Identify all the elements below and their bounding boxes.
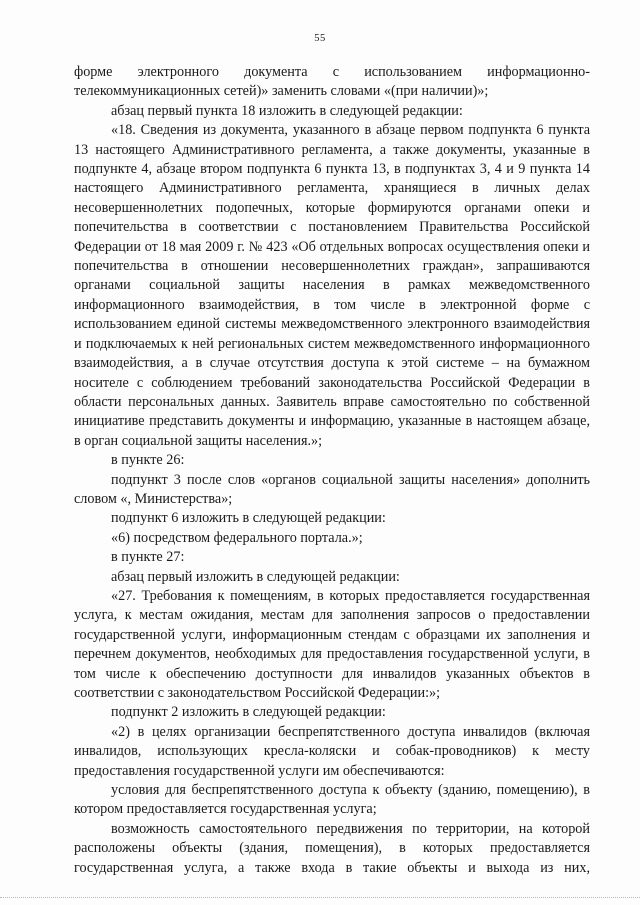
paragraph: подпункт 2 изложить в следующей редакции: bbox=[111, 704, 386, 721]
paragraph: условия для беспрепятственного доступа к объекту (зданию, помещению), в котором предоставляется государственная услуга; bbox=[74, 782, 590, 818]
paragraph: в пункте 26: bbox=[111, 452, 185, 469]
paragraph: «2) в целях организации беспрепятственного доступа инвалидов (включая инвалидов, использующих кресла-коляски и собак-проводников) к месту предоставления государственной услуги им обеспечиваются: bbox=[74, 723, 590, 779]
paragraph-continued: возможность самостоятельного передвижения по территории, на которой расположены объекты (здания, помещения), в которых предоставляется государственная услуга, а также входа в такие объекты и выхода из них, bbox=[74, 820, 590, 876]
paragraph: подпункт 6 изложить в следующей редакции: bbox=[111, 510, 386, 527]
page-number: 55 bbox=[314, 33, 326, 44]
paragraph: «18. Сведения из документа, указанного в абзаце первом подпункта 6 пункта 13 настоящего Административного регламента, а также документы, указанные в подпункте 4, абзаце втором подпункта 6 пункта 13, в подпунктах 3, 4 и 9 пункта 14 настоящего Административного регламента, хранящиеся в личных делах несовершеннолетних подопечных, которые формируются органами опеки и попечительства в соответствии с постановлением Правительства Российской Федерации от 18 мая 2009 г. № 423 «Об отдельных вопросах осуществления опеки и попечительства в отношении несовершеннолетних граждан», запрашиваются органами социальной защиты населения в рамках межведомственного информационного взаимодействия, в том числе в электронной форме с использованием единой системы межведомственного электронного взаимодействия и подключаемых к ней региональных систем межведомственного информационного взаимодействия, а в случае отсутствия доступа к этой системе – на бумажном носителе с соблюдением требований законодательства Российской Федерации в области персональных данных. Заявитель вправе самостоятельно по собственной инициативе представить документы и информацию, указанные в настоящем абзаце, в орган социальной защиты населения.»; bbox=[74, 122, 590, 449]
document-body bbox=[74, 63, 590, 878]
paragraph: абзац первый пункта 18 изложить в следующей редакции: bbox=[111, 102, 463, 119]
paragraph: подпункт 3 после слов «органов социальной защиты населения» дополнить словом «, Министерства»; bbox=[74, 471, 590, 507]
paragraph: форме электронного документа с использованием информационно-телекоммуникационных сетей)» заменить словами «(при наличии)»; bbox=[74, 64, 590, 100]
paragraph: «27. Требования к помещениям, в которых предоставляется государственная услуга, к местам ожидания, местам для заполнения запросов о предоставлении государственной услуги, информационным стендам с образцами их заполнения и перечнем документов, необходимых для предоставления государственной услуги, в том числе к обеспечению доступности для инвалидов указанных объектов в соответствии с законодательством Российской Федерации:»; bbox=[74, 587, 590, 701]
scan-edge-line bbox=[0, 897, 640, 898]
paragraph: «6) посредством федерального портала.»; bbox=[111, 529, 363, 546]
paragraph: в пункте 27: bbox=[111, 549, 185, 566]
paragraph: абзац первый изложить в следующей редакции: bbox=[111, 568, 400, 585]
